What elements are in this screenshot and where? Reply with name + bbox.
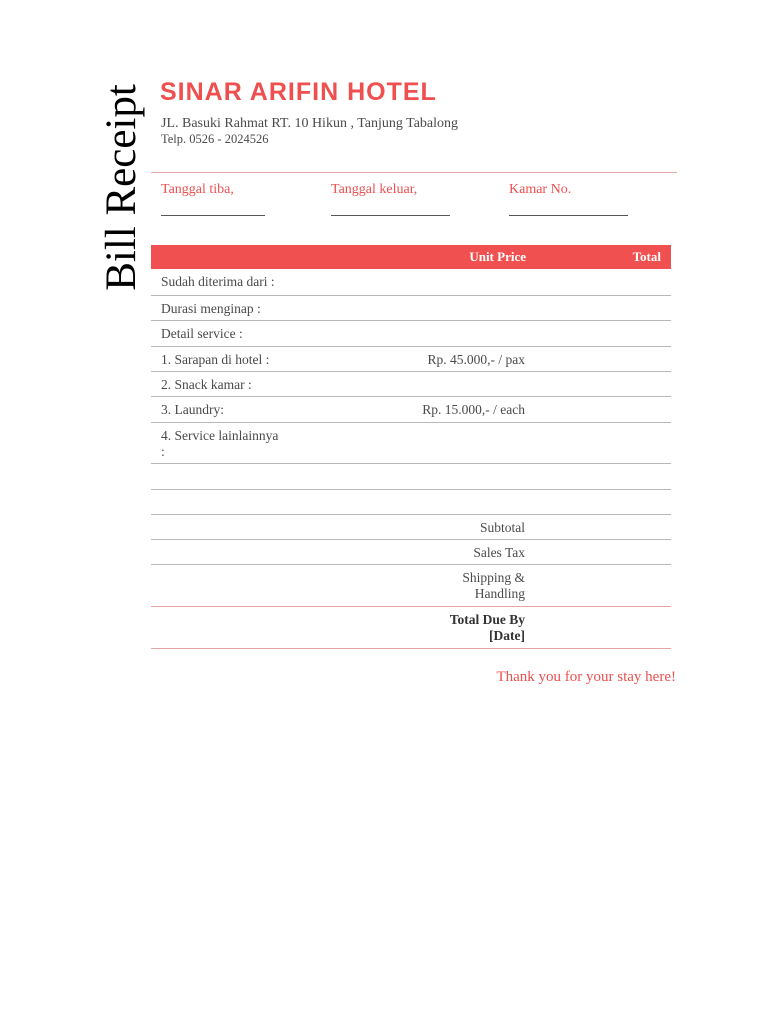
other-service-label <box>161 428 278 460</box>
hotel-phone: Telp. 0526 - 2024526 <box>161 132 269 146</box>
table-row <box>151 321 671 347</box>
total-due-line2: [Date] <box>489 628 525 643</box>
thank-you-message: Thank you for your stay here! <box>496 669 676 685</box>
total-header: Total <box>632 249 661 264</box>
bill-receipt-title <box>97 78 145 296</box>
header-divider <box>151 172 677 173</box>
snack-label: 2. Snack kamar : <box>161 377 252 392</box>
table-row <box>151 515 671 540</box>
room-number-line[interactable] <box>509 215 628 216</box>
table-row <box>151 269 671 296</box>
table-row <box>151 423 671 464</box>
breakfast-price: Rp. 45.000,- / pax <box>427 352 525 367</box>
shipping-handling-label <box>405 570 525 602</box>
table-row <box>151 540 671 565</box>
table-row <box>151 296 671 321</box>
table-row <box>151 397 671 423</box>
total-due-line1: Total Due By <box>449 612 525 627</box>
laundry-label: 3. Laundry: <box>161 402 224 417</box>
table-row <box>151 565 671 607</box>
other-service-line2: : <box>161 444 165 459</box>
table-row <box>151 607 671 649</box>
total-due-label <box>405 612 525 644</box>
shipping-line1: Shipping & <box>462 570 525 585</box>
breakfast-label: 1. Sarapan di hotel : <box>161 352 270 367</box>
table-row <box>151 372 671 397</box>
laundry-price: Rp. 15.000,- / each <box>422 402 525 417</box>
departure-date-line[interactable] <box>331 215 450 216</box>
bill-receipt-title-text: Bill Receipt <box>97 83 145 291</box>
arrival-date-line[interactable] <box>161 215 265 216</box>
arrival-date-label: Tanggal tiba, <box>161 182 234 197</box>
departure-date-label: Tanggal keluar, <box>331 182 418 197</box>
room-number-label: Kamar No. <box>509 182 572 197</box>
table-row <box>151 347 671 372</box>
sales-tax-label: Sales Tax <box>473 545 525 560</box>
hotel-address: JL. Basuki Rahmat RT. 10 Hikun , Tanjung Tabalong <box>161 116 459 131</box>
table-row <box>151 464 671 490</box>
received-from-label: Sudah diterima dari : <box>161 274 275 289</box>
subtotal-label: Subtotal <box>479 520 525 535</box>
other-service-line1: 4. Service lainlainnya <box>161 428 279 443</box>
detail-service-label: Detail service : <box>161 326 243 341</box>
table-header <box>151 245 671 269</box>
table-row <box>151 490 671 515</box>
shipping-line2: Handling <box>474 586 525 601</box>
hotel-name: SINAR ARIFIN HOTEL <box>160 78 437 106</box>
unit-price-header: Unit Price <box>469 249 526 264</box>
duration-label: Durasi menginap : <box>161 301 261 316</box>
